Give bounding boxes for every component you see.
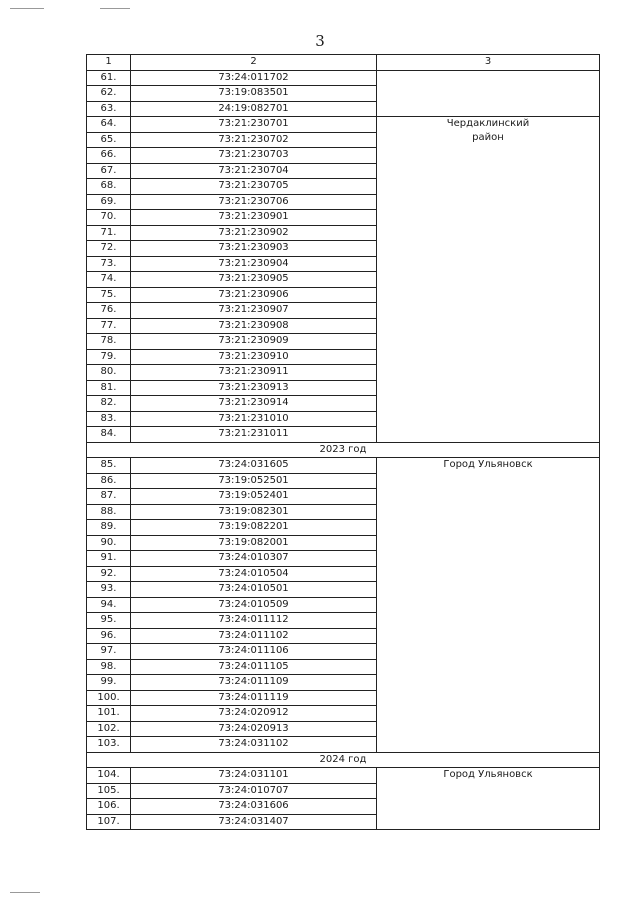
- row-number: 88.: [87, 504, 131, 520]
- year-label: 2023 год: [87, 442, 600, 458]
- cadastral-quarter-number: 73:24:010307: [131, 551, 377, 567]
- row-number: 68.: [87, 179, 131, 195]
- row-number: 84.: [87, 427, 131, 443]
- row-number: 70.: [87, 210, 131, 226]
- cadastral-quarter-number: 73:24:020912: [131, 706, 377, 722]
- page-number: 3: [315, 32, 325, 50]
- row-number: 82.: [87, 396, 131, 412]
- cadastral-quarter-number: 73:21:230702: [131, 132, 377, 148]
- cadastral-quarter-number: 73:21:230906: [131, 287, 377, 303]
- cadastral-quarter-number: 73:21:230903: [131, 241, 377, 257]
- cadastral-quarter-number: 73:21:230905: [131, 272, 377, 288]
- cadastral-quarter-number: 73:21:230703: [131, 148, 377, 164]
- district-name: Город Ульяновск: [377, 458, 600, 753]
- row-number: 93.: [87, 582, 131, 598]
- header-cell-district: 3: [377, 55, 600, 71]
- row-number: 94.: [87, 597, 131, 613]
- cadastral-quarter-number: 73:21:230901: [131, 210, 377, 226]
- header-cell-quarter: 2: [131, 55, 377, 71]
- row-number: 64.: [87, 117, 131, 133]
- row-number: 72.: [87, 241, 131, 257]
- row-number: 83.: [87, 411, 131, 427]
- cadastral-quarter-number: 73:24:031605: [131, 458, 377, 474]
- cadastral-quarter-number: 73:24:031407: [131, 814, 377, 830]
- row-number: 105.: [87, 783, 131, 799]
- cadastral-quarter-number: 73:24:010707: [131, 783, 377, 799]
- row-number: 69.: [87, 194, 131, 210]
- cadastral-quarter-number: 73:24:011119: [131, 690, 377, 706]
- cadastral-quarter-number: 73:21:230902: [131, 225, 377, 241]
- cadastral-quarter-number: 73:24:011112: [131, 613, 377, 629]
- header-cell-number: 1: [87, 55, 131, 71]
- cadastral-quarter-number: 73:21:230704: [131, 163, 377, 179]
- cadastral-quarter-number: 73:19:082201: [131, 520, 377, 536]
- cadastral-quarter-number: 73:24:031102: [131, 737, 377, 753]
- cadastral-quarter-number: 73:21:230910: [131, 349, 377, 365]
- cadastral-quarter-number: 73:21:230907: [131, 303, 377, 319]
- row-number: 75.: [87, 287, 131, 303]
- cadastral-quarter-number: 73:21:231011: [131, 427, 377, 443]
- row-number: 86.: [87, 473, 131, 489]
- cadastral-quarter-number: 73:24:011102: [131, 628, 377, 644]
- district-name: Город Ульяновск: [377, 768, 600, 830]
- cadastral-quarter-number: 73:19:052401: [131, 489, 377, 505]
- row-number: 102.: [87, 721, 131, 737]
- row-number: 107.: [87, 814, 131, 830]
- header-row: [87, 55, 600, 71]
- cadastral-quarter-number: 73:19:082301: [131, 504, 377, 520]
- cadastral-quarter-number: 73:24:010501: [131, 582, 377, 598]
- cadastral-quarter-number: 73:24:011109: [131, 675, 377, 691]
- row-number: 78.: [87, 334, 131, 350]
- row-number: 66.: [87, 148, 131, 164]
- row-number: 65.: [87, 132, 131, 148]
- district-name: Чердаклинский район: [377, 117, 600, 443]
- cadastral-quarter-number: 24:19:082701: [131, 101, 377, 117]
- cadastral-quarter-number: 73:21:230701: [131, 117, 377, 133]
- scan-edge-mark: [10, 8, 44, 9]
- cadastral-quarter-number: 73:21:231010: [131, 411, 377, 427]
- row-number: 99.: [87, 675, 131, 691]
- scan-edge-mark: [10, 892, 40, 893]
- cadastral-quarter-number: 73:24:031606: [131, 799, 377, 815]
- table-row: [87, 458, 600, 474]
- row-number: 62.: [87, 86, 131, 102]
- cadastral-quarter-number: 73:21:230913: [131, 380, 377, 396]
- year-row: [87, 442, 600, 458]
- cadastral-quarter-number: 73:24:010509: [131, 597, 377, 613]
- row-number: 100.: [87, 690, 131, 706]
- row-number: 80.: [87, 365, 131, 381]
- cadastral-quarter-number: 73:19:082001: [131, 535, 377, 551]
- cadastral-quarter-number: 73:21:230706: [131, 194, 377, 210]
- cadastral-quarter-number: 73:21:230904: [131, 256, 377, 272]
- cadastral-quarter-number: 73:24:011106: [131, 644, 377, 660]
- row-number: 76.: [87, 303, 131, 319]
- row-number: 79.: [87, 349, 131, 365]
- row-number: 61.: [87, 70, 131, 86]
- row-number: 71.: [87, 225, 131, 241]
- cadastral-quarter-number: 73:19:052501: [131, 473, 377, 489]
- cadastral-quarter-number: 73:24:031101: [131, 768, 377, 784]
- row-number: 87.: [87, 489, 131, 505]
- district-name: [377, 70, 600, 117]
- row-number: 103.: [87, 737, 131, 753]
- year-label: 2024 год: [87, 752, 600, 768]
- cadastral-quarter-number: 73:24:020913: [131, 721, 377, 737]
- table-row: [87, 117, 600, 133]
- cadastral-quarter-number: 73:24:011702: [131, 70, 377, 86]
- cadastral-quarter-number: 73:21:230911: [131, 365, 377, 381]
- cadastral-quarters-table: [86, 54, 600, 830]
- row-number: 81.: [87, 380, 131, 396]
- table-row: [87, 70, 600, 86]
- cadastral-quarter-number: 73:21:230705: [131, 179, 377, 195]
- row-number: 101.: [87, 706, 131, 722]
- table-row: [87, 768, 600, 784]
- table-body: [87, 55, 600, 830]
- row-number: 89.: [87, 520, 131, 536]
- row-number: 91.: [87, 551, 131, 567]
- row-number: 106.: [87, 799, 131, 815]
- cadastral-quarter-number: 73:24:010504: [131, 566, 377, 582]
- row-number: 77.: [87, 318, 131, 334]
- cadastral-quarter-number: 73:21:230914: [131, 396, 377, 412]
- scan-edge-mark: [100, 8, 130, 9]
- row-number: 92.: [87, 566, 131, 582]
- row-number: 74.: [87, 272, 131, 288]
- row-number: 98.: [87, 659, 131, 675]
- row-number: 73.: [87, 256, 131, 272]
- row-number: 85.: [87, 458, 131, 474]
- cadastral-quarter-number: 73:21:230908: [131, 318, 377, 334]
- cadastral-quarter-number: 73:19:083501: [131, 86, 377, 102]
- row-number: 96.: [87, 628, 131, 644]
- row-number: 90.: [87, 535, 131, 551]
- year-row: [87, 752, 600, 768]
- cadastral-quarter-number: 73:24:011105: [131, 659, 377, 675]
- row-number: 67.: [87, 163, 131, 179]
- row-number: 104.: [87, 768, 131, 784]
- row-number: 63.: [87, 101, 131, 117]
- row-number: 95.: [87, 613, 131, 629]
- row-number: 97.: [87, 644, 131, 660]
- cadastral-quarter-number: 73:21:230909: [131, 334, 377, 350]
